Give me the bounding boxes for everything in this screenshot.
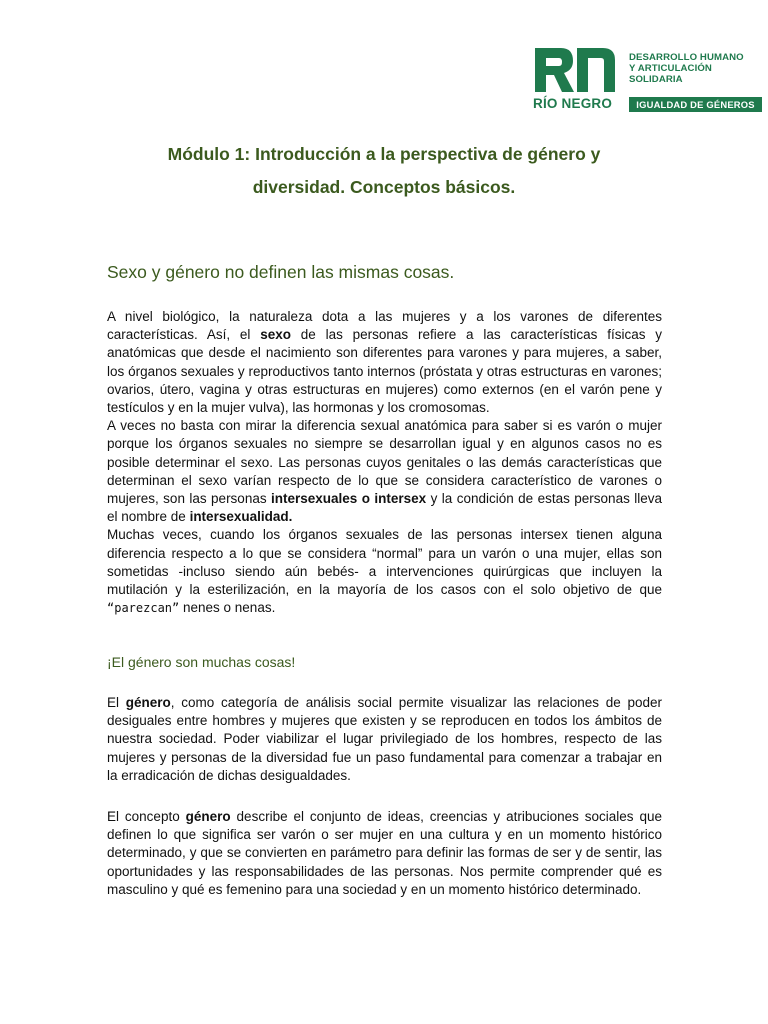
paragraph-text: nenes o nenas. <box>179 600 276 616</box>
org-line: DESARROLLO HUMANO <box>629 52 744 63</box>
rn-logo-icon <box>533 48 617 92</box>
section-heading-genero: ¡El género son muchas cosas! <box>107 654 296 670</box>
org-name <box>629 52 765 85</box>
paragraph-text: El concepto <box>107 809 186 824</box>
bold-term: intersexuales o intersex <box>271 491 427 507</box>
paragraph-genero-analisis <box>107 694 662 785</box>
paragraph-text: , como categoría de análisis social permite visualizar las relaciones de poder desiguales entre hombres y mujeres que existen y se reproducen en todos los ámbitos de nuestra sociedad. Poder viabilizar el lugar privilegiado de los hombres, respecto de las mujeres y personas de la diversidad fue un paso fundamental para comenzar a trabajar en la erradicación de dichas desigualdades. <box>107 695 662 783</box>
org-line: Y ARTICULACIÓN <box>629 63 712 74</box>
title-line: Módulo 1: Introducción a la perspectiva de género y <box>167 144 601 164</box>
page-title <box>100 138 668 204</box>
bold-term: sexo <box>260 327 291 343</box>
paragraph-text: El <box>107 695 126 710</box>
quoted-term: “normal” <box>372 545 423 561</box>
logo-name: RÍO NEGRO <box>533 96 613 111</box>
bold-term: género <box>185 809 231 824</box>
paragraph-text: Muchas veces, cuando los órganos sexuales de las personas intersex tienen alguna diferencia respecto a lo que se considera <box>107 527 662 561</box>
header-logo <box>533 48 765 116</box>
paragraph-text: A nivel biológico, la naturaleza dota a las mujeres y a los varones de diferentes características. Así, el <box>107 309 662 343</box>
gender-equality-badge: IGUALDAD DE GÉNEROS <box>629 97 762 112</box>
bold-term: intersexualidad. <box>189 509 293 525</box>
title-line: diversidad. Conceptos básicos. <box>252 177 516 197</box>
paragraph-text: para un varón o una mujer, ellas son sometidas -incluso siendo aún bebés- a intervenciones quirúrgicas que incluyen la mutilación y la esterilización, en la mayoría de los casos con el solo objetivo de que <box>107 545 662 598</box>
section-body-sexo <box>107 308 662 617</box>
org-line: SOLIDARIA <box>629 74 683 85</box>
paragraph-text: A veces no basta con mirar la diferencia sexual anatómica para saber si es varón o mujer porque los órganos sexuales no siempre se desarrollan igual y en algunos casos no es posible determinar el sexo. Las personas cuyos genitales o las demás características que determinan el sexo varían respecto de lo que se considera característico de varones o mujeres, son las personas <box>107 418 662 507</box>
paragraph-text: de las personas refiere a las características físicas y anatómicas que desde el nacimiento son diferentes para varones y para mujeres, a saber, los órganos sexuales y reproductivos tanto internos (próstata y otras estructuras en varones; ovarios, útero, vagina y otras estructuras en mujeres) como externos (en el varón pene y testículos y en la mujer vulva), las hormonas y los cromosomas. <box>107 327 662 416</box>
paragraph-text: describe el conjunto de ideas, creencias y atribuciones sociales que definen lo que significa ser varón o ser mujer en una cultura y en un momento histórico determinado, y que se convierten en parámetro para definir las formas de ser y de sentir, las oportunidades y las responsabilidades de las personas. Nos permite comprender qué es masculino y qué es femenino para una sociedad y en un momento histórico determinado. <box>107 809 662 897</box>
section-heading-sexo: Sexo y género no definen las mismas cosas. <box>107 262 455 282</box>
paragraph-text: y la condición de estas personas lleva el nombre de <box>107 491 663 525</box>
quoted-term: “parezcan” <box>107 601 180 616</box>
paragraph-genero-concepto <box>107 808 662 899</box>
bold-term: género <box>125 695 171 710</box>
